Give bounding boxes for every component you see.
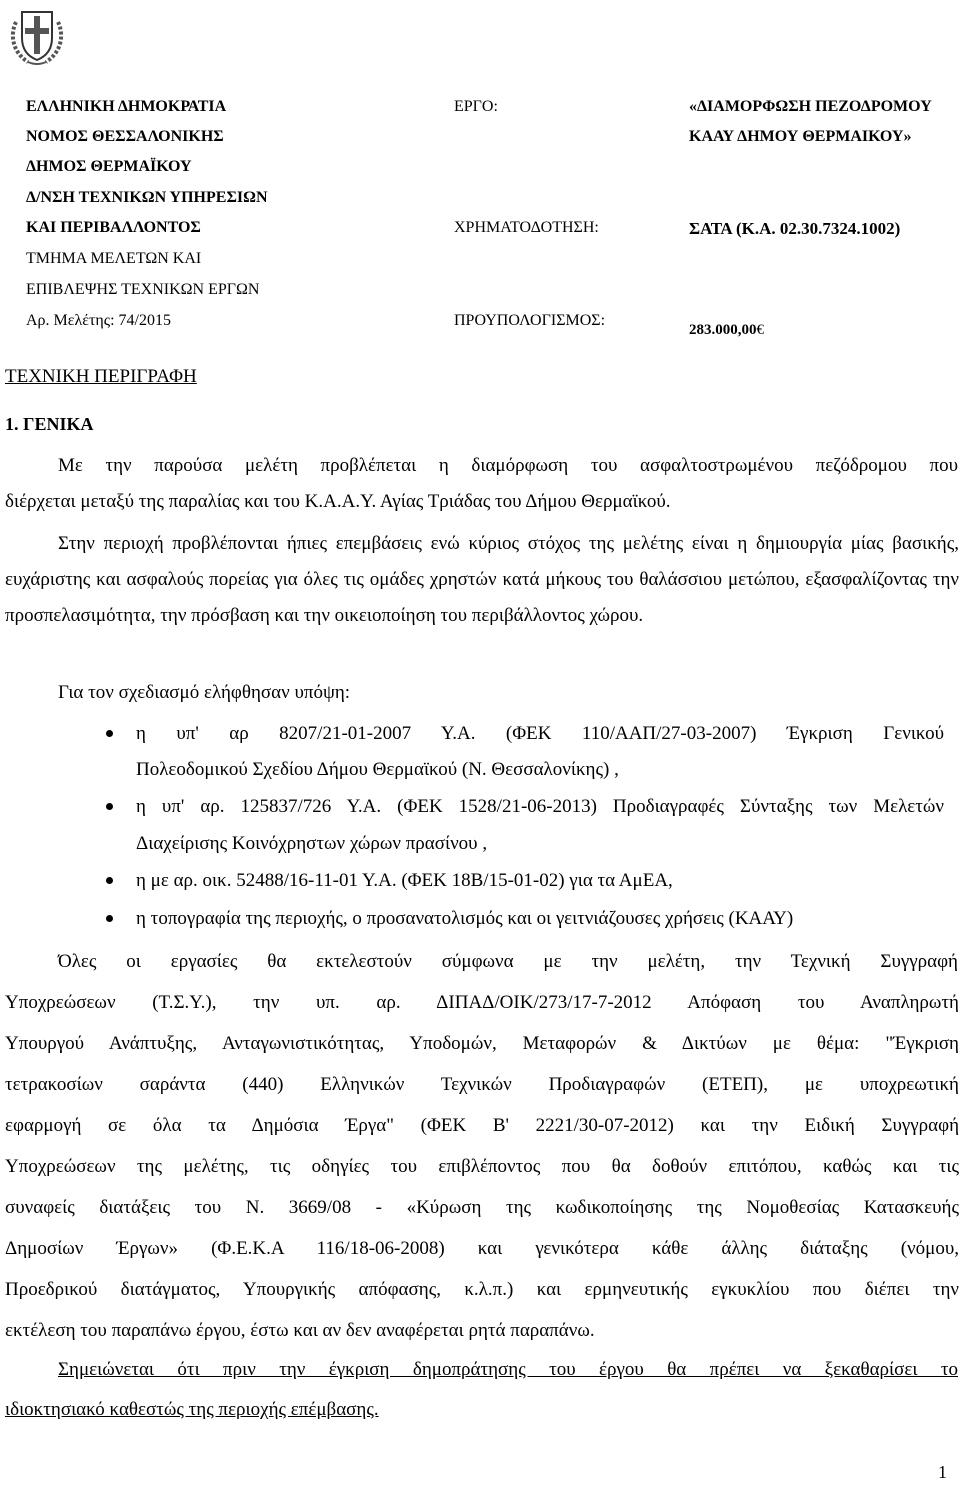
bullet-dot-2 xyxy=(106,803,113,810)
para3-line-7: συναφείς διατάξεις του Ν. 3669/08 - «Κύρωση της κωδικοποίησης της Νομοθεσίας Κατασκευής xyxy=(5,1197,959,1218)
greek-coat-of-arms-emblem xyxy=(8,4,66,68)
bullet-2-line-1: η υπ' αρ. 125837/726 Υ.Α. (ΦΕΚ 1528/21-06-2013) Προδιαγραφές Σύνταξης των Μελετών xyxy=(136,796,944,817)
para3-line-1: Όλες οι εργασίες θα εκτελεστούν σύμφωνα με την μελέτη, την Τεχνική Συγγραφή xyxy=(58,951,958,972)
bullet-2-line-2: Διαχείρισης Κοινόχρηστων χώρων πρασίνου , xyxy=(136,833,488,854)
euro-symbol-icon: € xyxy=(756,322,764,338)
funding-value: ΣΑΤΑ (Κ.Α. 02.30.7324.1002) xyxy=(689,219,901,238)
para3-line-4: τετρακοσίων σαράντα (440) Ελληνικών Τεχνικών Προδιαγραφών (ΕΤΕΠ), με υποχρεωτική xyxy=(5,1074,959,1095)
bullet-3-line-1: η με αρ. οικ. 52488/16-11-01 Υ.Α. (ΦΕΚ 18Β/15-01-02) για τα ΑμΕΑ, xyxy=(136,870,673,891)
bullet-4-line-1: η τοπογραφία της περιοχής, ο προσανατολισμός και οι γειτνιάζουσες χρήσεις (ΚΑΑΥ) xyxy=(136,908,794,929)
budget-value xyxy=(689,322,764,339)
project-label: ΕΡΓΟ: xyxy=(454,98,498,115)
note-line-2: ιδιοκτησιακό καθεστώς της περιοχής επέμβασης. xyxy=(5,1399,379,1420)
project-title-line-1: «ΔΙΑΜΟΡΦΩΣΗ ΠΕΖΟΔΡΟΜΟΥ xyxy=(689,98,932,115)
page-number: 1 xyxy=(938,1462,947,1482)
bullet-1-line-1: η υπ' αρ 8207/21-01-2007 Υ.Α. (ΦΕΚ 110/ΑΑΠ/27-03-2007) Έγκριση Γενικού xyxy=(136,723,944,744)
header-line-3: ΔΗΜΟΣ ΘΕΡΜΑΪΚΟΥ xyxy=(26,158,192,175)
project-title-line-2: ΚΑΑΥ ΔΗΜΟΥ ΘΕΡΜΑΙΚΟΥ» xyxy=(689,128,912,145)
considered-intro: Για τον σχεδιασμό ελήφθησαν υπόψη: xyxy=(58,682,351,703)
document-title: ΤΕΧΝΙΚΗ ΠΕΡΙΓΡΑΦΗ xyxy=(5,366,197,387)
para3-line-3: Υπουργού Ανάπτυξης, Ανταγωνιστικότητας, Υποδομών, Μεταφορών & Δικτύων με θέμα: "Έγκριση xyxy=(5,1033,959,1054)
para3-line-9: Προεδρικού διατάγματος, Υπουργικής απόφασης, κ.λ.π.) και ερμηνευτικής εγκυκλίου που διέπει την xyxy=(5,1279,959,1300)
funding-label: ΧΡΗΜΑΤΟΔΟΤΗΣΗ: xyxy=(454,219,599,236)
para3-line-6: Υποχρεώσεων της μελέτης, τις οδηγίες του επιβλέποντος που θα δοθούν επιτόπου, καθώς και τις xyxy=(5,1156,959,1177)
bullet-dot-1 xyxy=(106,730,113,737)
note-line-1: Σημειώνεται ότι πριν την έγκριση δημοπράτησης του έργου θα πρέπει να ξεκαθαρίσει το xyxy=(58,1359,958,1380)
section-title: 1. ΓΕΝΙΚΑ xyxy=(5,414,94,434)
para2: Στην περιοχή προβλέπονται ήπιες επεμβάσεις ενώ κύριος στόχος της μελέτης είναι η δημιουργία μίας βασικής, ευχάριστης και ασφαλούς πορείας για όλες τις ομάδες χρηστών κατά μήκους του θαλάσσιου μετώπου, εξασφαλίζοντας την προσπελασιμότητα, την πρόσβαση και την οικειοποίηση του περιβάλλοντος χώρου. xyxy=(5,533,959,626)
bullet-dot-4 xyxy=(106,915,113,922)
header-line-5: ΚΑΙ ΠΕΡΙΒΑΛΛΟΝΤΟΣ xyxy=(26,219,201,236)
para3-line-8: Δημοσίων Έργων» (Φ.Ε.Κ.Α 116/18-06-2008) και γενικότερα κάθε άλλης διάταξης (νόμου, xyxy=(5,1238,959,1259)
budget-amount: 283.000,00 xyxy=(689,322,757,338)
para3-line-2: Υποχρεώσεων (Τ.Σ.Υ.), την υπ. αρ. ΔΙΠΑΔ/ΟΙΚ/273/17-7-2012 Απόφαση του Αναπληρωτή xyxy=(5,992,959,1013)
budget-label: ΠΡΟΥΠΟΛΟΓΙΣΜΟΣ: xyxy=(454,312,606,329)
bullet-dot-3 xyxy=(106,877,113,884)
para1-line-2: διέρχεται μεταξύ της παραλίας και του Κ.Α.Α.Υ. Αγίας Τριάδας του Δήμου Θερμαϊκού. xyxy=(5,491,671,512)
header-line-6: ΤΜΗΜΑ ΜΕΛΕΤΩΝ ΚΑΙ xyxy=(26,250,202,267)
study-number: Αρ. Μελέτης: 74/2015 xyxy=(26,312,171,329)
bullet-1-line-2: Πολεοδομικού Σχεδίου Δήμου Θερμαϊκού (Ν. Θεσσαλονίκης) , xyxy=(136,759,619,780)
header-line-2: ΝΟΜΟΣ ΘΕΣΣΑΛΟΝΙΚΗΣ xyxy=(26,128,224,145)
header-line-7: ΕΠΙΒΛΕΨΗΣ ΤΕΧΝΙΚΩΝ ΕΡΓΩΝ xyxy=(26,281,260,298)
header-line-4: Δ/ΝΣΗ ΤΕΧΝΙΚΩΝ ΥΠΗΡΕΣΙΩΝ xyxy=(26,189,268,206)
header-line-1: ΕΛΛΗΝΙΚΗ ΔΗΜΟΚΡΑΤΙΑ xyxy=(26,98,227,115)
para1-line-1: Με την παρούσα μελέτη προβλέπεται η διαμόρφωση του ασφαλτοστρωμένου πεζόδρομου που xyxy=(58,455,958,476)
para3-line-10: εκτέλεση του παραπάνω έργου, έστω και αν δεν αναφέρεται ρητά παραπάνω. xyxy=(5,1320,595,1341)
para3-line-5: εφαρμογή σε όλα τα Δημόσια Έργα" (ΦΕΚ Β' 2221/30-07-2012) και την Ειδική Συγγραφή xyxy=(5,1115,959,1136)
